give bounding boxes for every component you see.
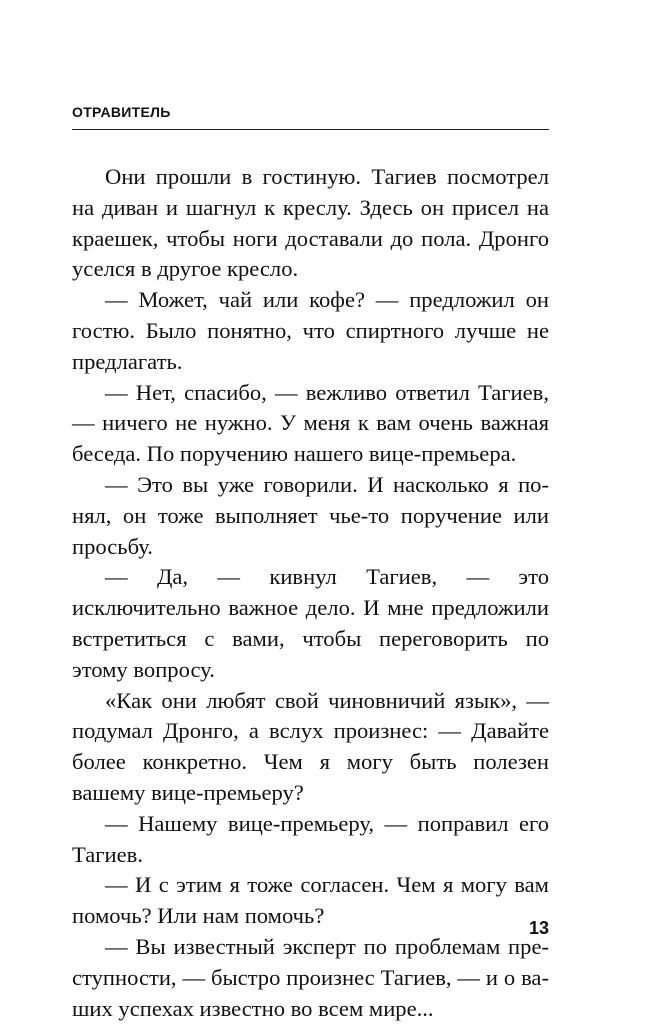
paragraph: — Да, — кивнул Тагиев, — это исключительно важное дело. И мне предложили встретиться с вами, чтобы переговорить по этому вопросу.: [72, 564, 549, 682]
running-head: ОТРАВИТЕЛЬ: [72, 104, 171, 120]
body-text: [72, 162, 549, 1024]
page-number: 13: [528, 918, 549, 938]
paragraph: — И с этим я тоже согласен. Чем я могу вам помочь? Или нам помочь?: [72, 872, 549, 929]
header-rule: [72, 129, 549, 130]
paragraph: Они прошли в гостиную. Тагиев посмотрел на диван и шагнул к креслу. Здесь он присел на краешек, чтобы ноги доставали до пола. Дронго уселся в другое кресло.: [72, 164, 549, 282]
paragraph: «Как они любят свой чиновничий язык», — подумал Дронго, а вслух произнес: — Давайте более конкретно. Чем я могу быть полезен вашему вице-премьеру?: [72, 687, 549, 805]
paragraph: — Это вы уже говорили. И насколько я понял, он тоже выполняет чье-то поручение или просьбу.: [72, 471, 549, 559]
paragraph: — Вы известный эксперт по проблемам преступности, — быстро произнес Тагиев, — и о ваших успехах известно во всем мире...: [72, 933, 549, 1021]
paragraph: — Нашему вице-премьеру, — поправил его Тагиев.: [72, 810, 549, 867]
paragraph: — Нет, спасибо, — вежливо ответил Тагиев, — ничего не нужно. У меня к вам очень важная беседа. По поручению нашего вице-премьера.: [72, 379, 549, 467]
paragraph: — Может, чай или кофе? — предложил он гостю. Было понятно, что спиртного лучше не предлагать.: [72, 287, 549, 374]
